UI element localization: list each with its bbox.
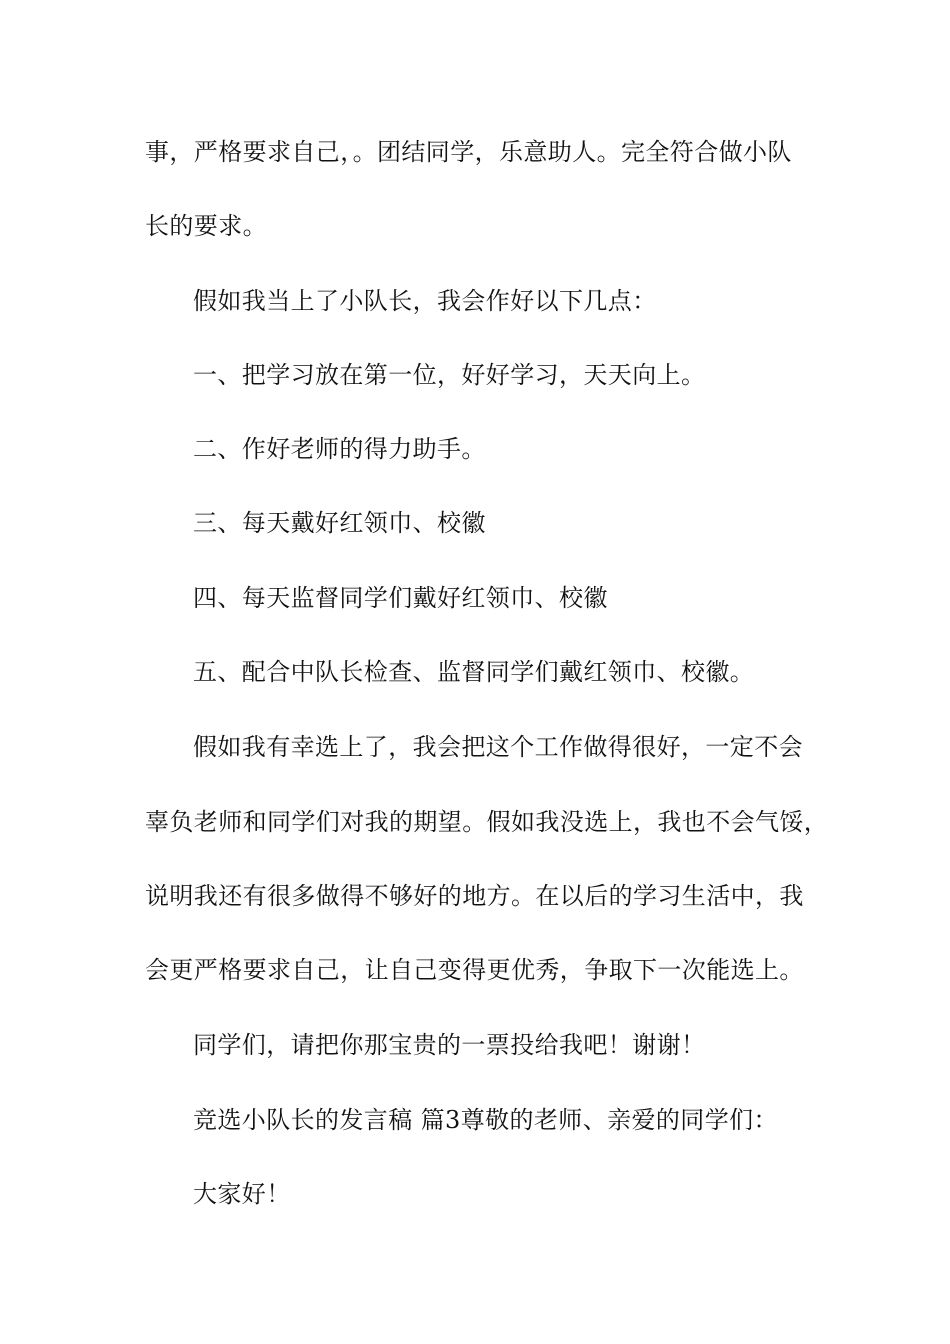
- greeting-line: 大家好！: [193, 1180, 291, 1208]
- paragraph-line: 长的要求。: [145, 212, 267, 240]
- section-heading: 竞选小队长的发言稿 篇3尊敬的老师、亲爱的同学们：: [193, 1106, 778, 1134]
- paragraph-line: 辜负老师和同学们对我的期望。假如我没选上，我也不会气馁，: [145, 808, 829, 836]
- paragraph-line: 假如我当上了小队长，我会作好以下几点：: [193, 287, 657, 315]
- list-item: 五、配合中队长检查、监督同学们戴红领巾、校徽。: [193, 658, 755, 686]
- list-item: 三、每天戴好红领巾、校徽: [193, 509, 486, 537]
- paragraph-line: 事，严格要求自己，。团结同学，乐意助人。完全符合做小队: [145, 138, 792, 166]
- list-item: 二、作好老师的得力助手。: [193, 435, 486, 463]
- paragraph-line: 会更严格要求自己，让自己变得更优秀，争取下一次能选上。: [145, 956, 804, 984]
- paragraph-line: 同学们，请把你那宝贵的一票投给我吧！谢谢！: [193, 1031, 706, 1059]
- paragraph-line: 假如我有幸选上了，我会把这个工作做得很好，一定不会: [193, 733, 803, 761]
- paragraph-line: 说明我还有很多做得不够好的地方。在以后的学习生活中，我: [145, 882, 804, 910]
- list-item: 四、每天监督同学们戴好红领巾、校徽: [193, 584, 608, 612]
- list-item: 一、把学习放在第一位，好好学习，天天向上。: [193, 361, 706, 389]
